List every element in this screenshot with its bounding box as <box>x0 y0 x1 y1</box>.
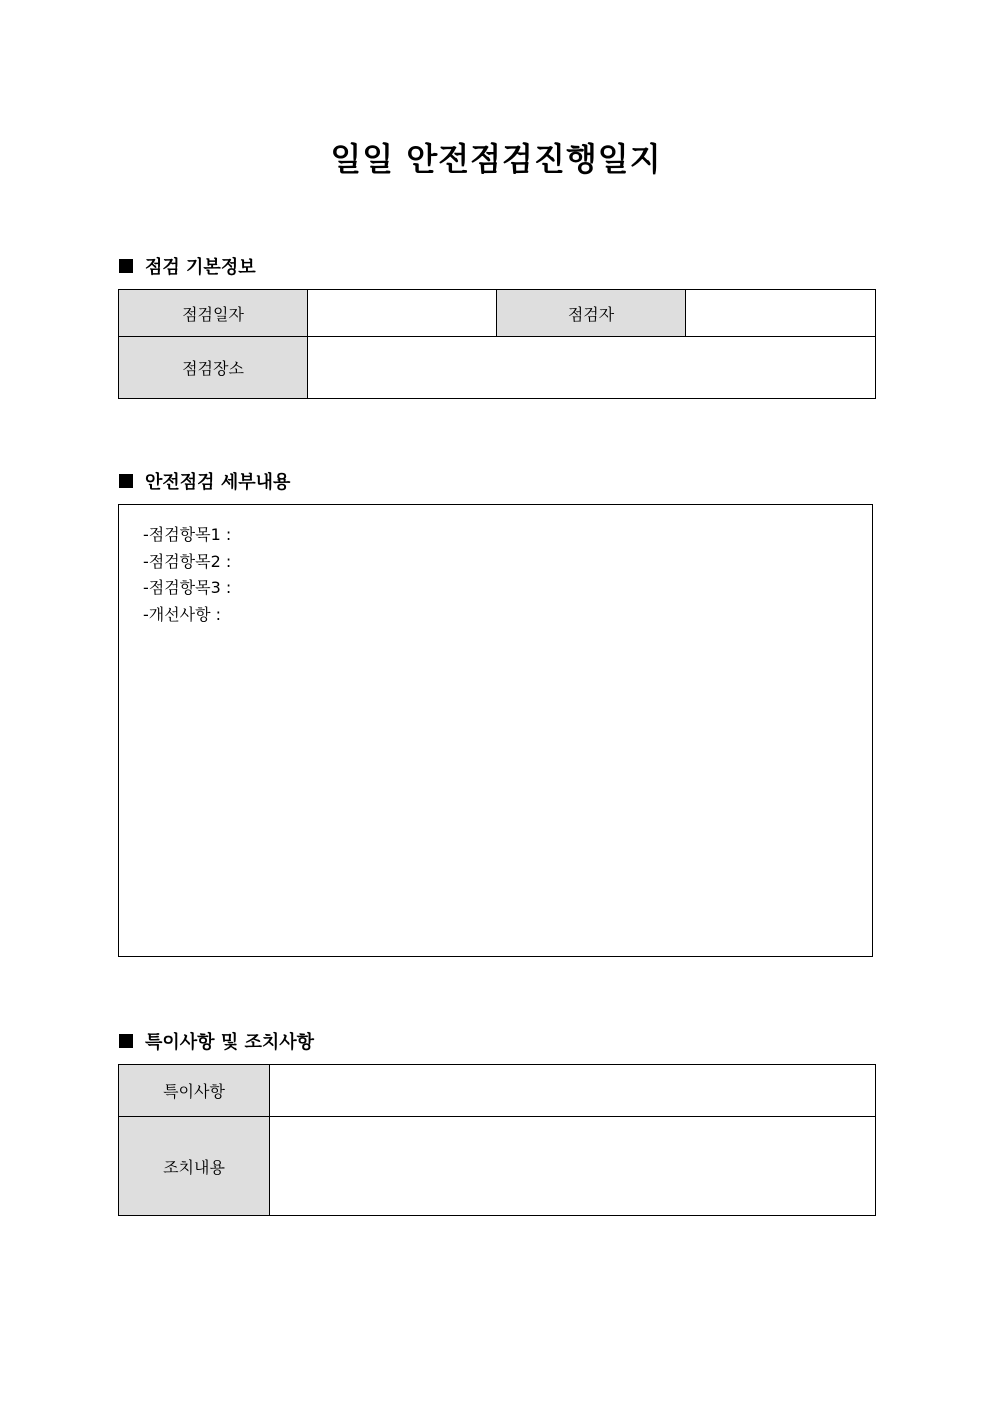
section-heading-label: 특이사항 및 조치사항 <box>145 1032 315 1053</box>
inspection-location-field[interactable] <box>308 337 876 399</box>
action-taken-label: 조치내용 <box>119 1117 270 1216</box>
square-bullet-icon <box>119 474 133 488</box>
inspection-date-field[interactable] <box>308 290 497 337</box>
square-bullet-icon <box>119 1034 133 1048</box>
inspection-date-label: 점검일자 <box>119 290 308 337</box>
detail-line-item-1: -점검항목1 : <box>143 525 232 544</box>
detail-line-item-2: -점검항목2 : <box>143 551 232 571</box>
square-bullet-icon <box>119 259 133 273</box>
special-notes-field[interactable] <box>270 1065 876 1117</box>
notes-table <box>118 1064 876 1216</box>
detail-line-improvements: -개선사항 : <box>143 604 222 624</box>
document-title: 일일 안전점검진행일지 <box>330 140 662 178</box>
detail-line-item-3: -점검항목3 : <box>143 578 232 597</box>
section-heading-label: 점검 기본정보 <box>145 257 256 278</box>
section-heading-label: 안전점검 세부내용 <box>145 472 291 493</box>
section-heading-basic-info <box>119 253 256 279</box>
inspection-location-label: 점검장소 <box>119 337 308 399</box>
inspection-details-box[interactable] <box>118 504 873 957</box>
section-heading-details <box>119 468 290 494</box>
special-notes-label: 특이사항 <box>119 1065 270 1117</box>
inspector-field[interactable] <box>686 290 876 337</box>
inspector-label: 점검자 <box>497 290 686 337</box>
section-heading-notes <box>119 1028 314 1054</box>
action-taken-field[interactable] <box>270 1117 876 1216</box>
basic-info-table <box>118 289 876 399</box>
